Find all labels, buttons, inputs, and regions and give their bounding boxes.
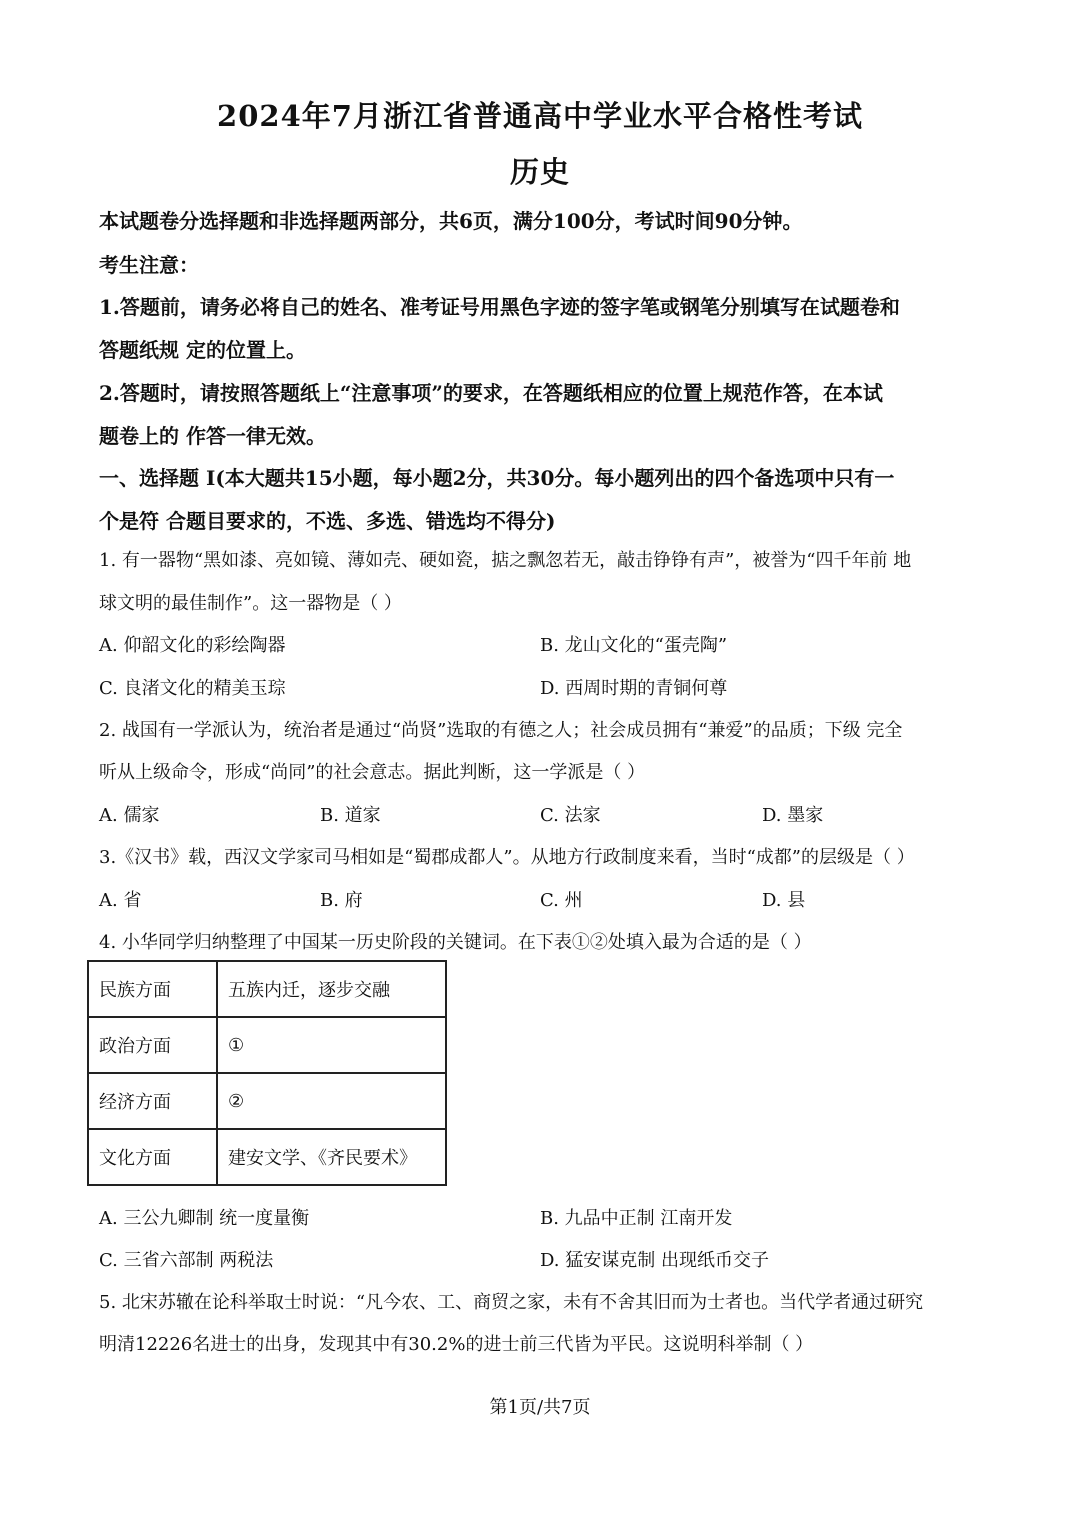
table-row	[88, 1129, 446, 1185]
table-cell: 五族内迁，逐步交融	[217, 961, 446, 1017]
table-cell: 民族方面	[88, 961, 217, 1017]
question-1-line-1: 1. 有一器物“黑如漆、亮如镜、薄如壳、硬如瓷，掂之飘忽若无，敲击铮铮有声”，被誉为“四千年前 地	[99, 550, 912, 571]
question-5-line-1: 5. 北宋苏辙在论科举取士时说：“凡今农、工、商贸之家，未有不舍其旧而为士者也。当代学者通过研究	[99, 1292, 924, 1313]
question-2-option-d: D. 墨家	[762, 805, 824, 826]
question-4-option-c: C. 三省六部制 两税法	[99, 1250, 274, 1271]
question-3-line-1: 3.《汉书》载，西汉文学家司马相如是“蜀郡成都人”。从地方行政制度来看，当时“成都”的层级是（ ）	[99, 847, 915, 868]
question-4-option-a: A. 三公九卿制 统一度量衡	[99, 1208, 310, 1229]
question-3-option-c: C. 州	[540, 890, 583, 911]
page-number: 第1页/共7页	[489, 1397, 591, 1418]
table-cell: 文化方面	[88, 1129, 217, 1185]
notice-2-line-1: 2.答题时，请按照答题纸上“注意事项”的要求，在答题纸相应的位置上规范作答，在本试	[99, 381, 883, 405]
question-3-option-b: B. 府	[320, 890, 363, 911]
question-5-line-2: 明清12226名进士的出身，发现其中有30.2%的进士前三代皆为平民。这说明科举制（ ）	[99, 1334, 814, 1355]
exam-title: 2024年7月浙江省普通高中学业水平合格性考试	[217, 99, 863, 133]
subject-title: 历史	[509, 155, 570, 189]
section-heading-line-1: 一、选择题 I(本大题共15小题，每小题2分，共30分。每小题列出的四个备选项中只有一	[99, 466, 895, 490]
question-2-option-c: C. 法家	[540, 805, 601, 826]
table-cell: 建安文学、《齐民要术》	[217, 1129, 446, 1185]
notice-title: 考生注意：	[99, 253, 199, 277]
question-1-line-2: 球文明的最佳制作”。这一器物是（ ）	[99, 593, 402, 614]
table-row	[88, 961, 446, 1017]
question-2-line-1: 2. 战国有一学派认为，统治者是通过“尚贤”选取的有德之人；社会成员拥有“兼爱”的品质；下级 完全	[99, 720, 903, 741]
question-4-line-1: 4. 小华同学归纳整理了中国某一历史阶段的关键词。在下表①②处填入最为合适的是（ ）	[99, 932, 812, 953]
table-cell: 经济方面	[88, 1073, 217, 1129]
notice-1-line-1: 1.答题前，请务必将自己的姓名、准考证号用黑色字迹的签字笔或钢笔分别填写在试题卷和	[99, 295, 900, 319]
question-4-option-b: B. 九品中正制 江南开发	[540, 1208, 733, 1229]
question-1-option-c: C. 良渚文化的精美玉琮	[99, 678, 286, 699]
intro-line: 本试题卷分选择题和非选择题两部分，共6页，满分100分，考试时间90分钟。	[99, 209, 803, 233]
notice-2-line-2: 题卷上的 作答一律无效。	[99, 424, 326, 448]
table-cell: ②	[217, 1073, 446, 1129]
question-1-option-d: D. 西周时期的青铜何尊	[540, 678, 728, 699]
question-2-option-b: B. 道家	[320, 805, 381, 826]
section-heading-line-2: 个是符 合题目要求的，不选、多选、错选均不得分)	[99, 509, 556, 533]
keyword-table	[87, 960, 447, 1186]
table-cell: ①	[217, 1017, 446, 1073]
table-row	[88, 1073, 446, 1129]
table-row	[88, 1017, 446, 1073]
question-2-line-2: 听从上级命令，形成“尚同”的社会意志。据此判断，这一学派是（ ）	[99, 762, 646, 783]
table-cell: 政治方面	[88, 1017, 217, 1073]
question-3-option-a: A. 省	[99, 890, 142, 911]
notice-1-line-2: 答题纸规 定的位置上。	[99, 338, 306, 362]
question-3-option-d: D. 县	[762, 890, 806, 911]
question-4-option-d: D. 猛安谋克制 出现纸币交子	[540, 1250, 769, 1271]
question-2-option-a: A. 儒家	[99, 805, 160, 826]
question-1-option-a: A. 仰韶文化的彩绘陶器	[99, 635, 286, 656]
question-1-option-b: B. 龙山文化的“蛋壳陶”	[540, 635, 728, 656]
